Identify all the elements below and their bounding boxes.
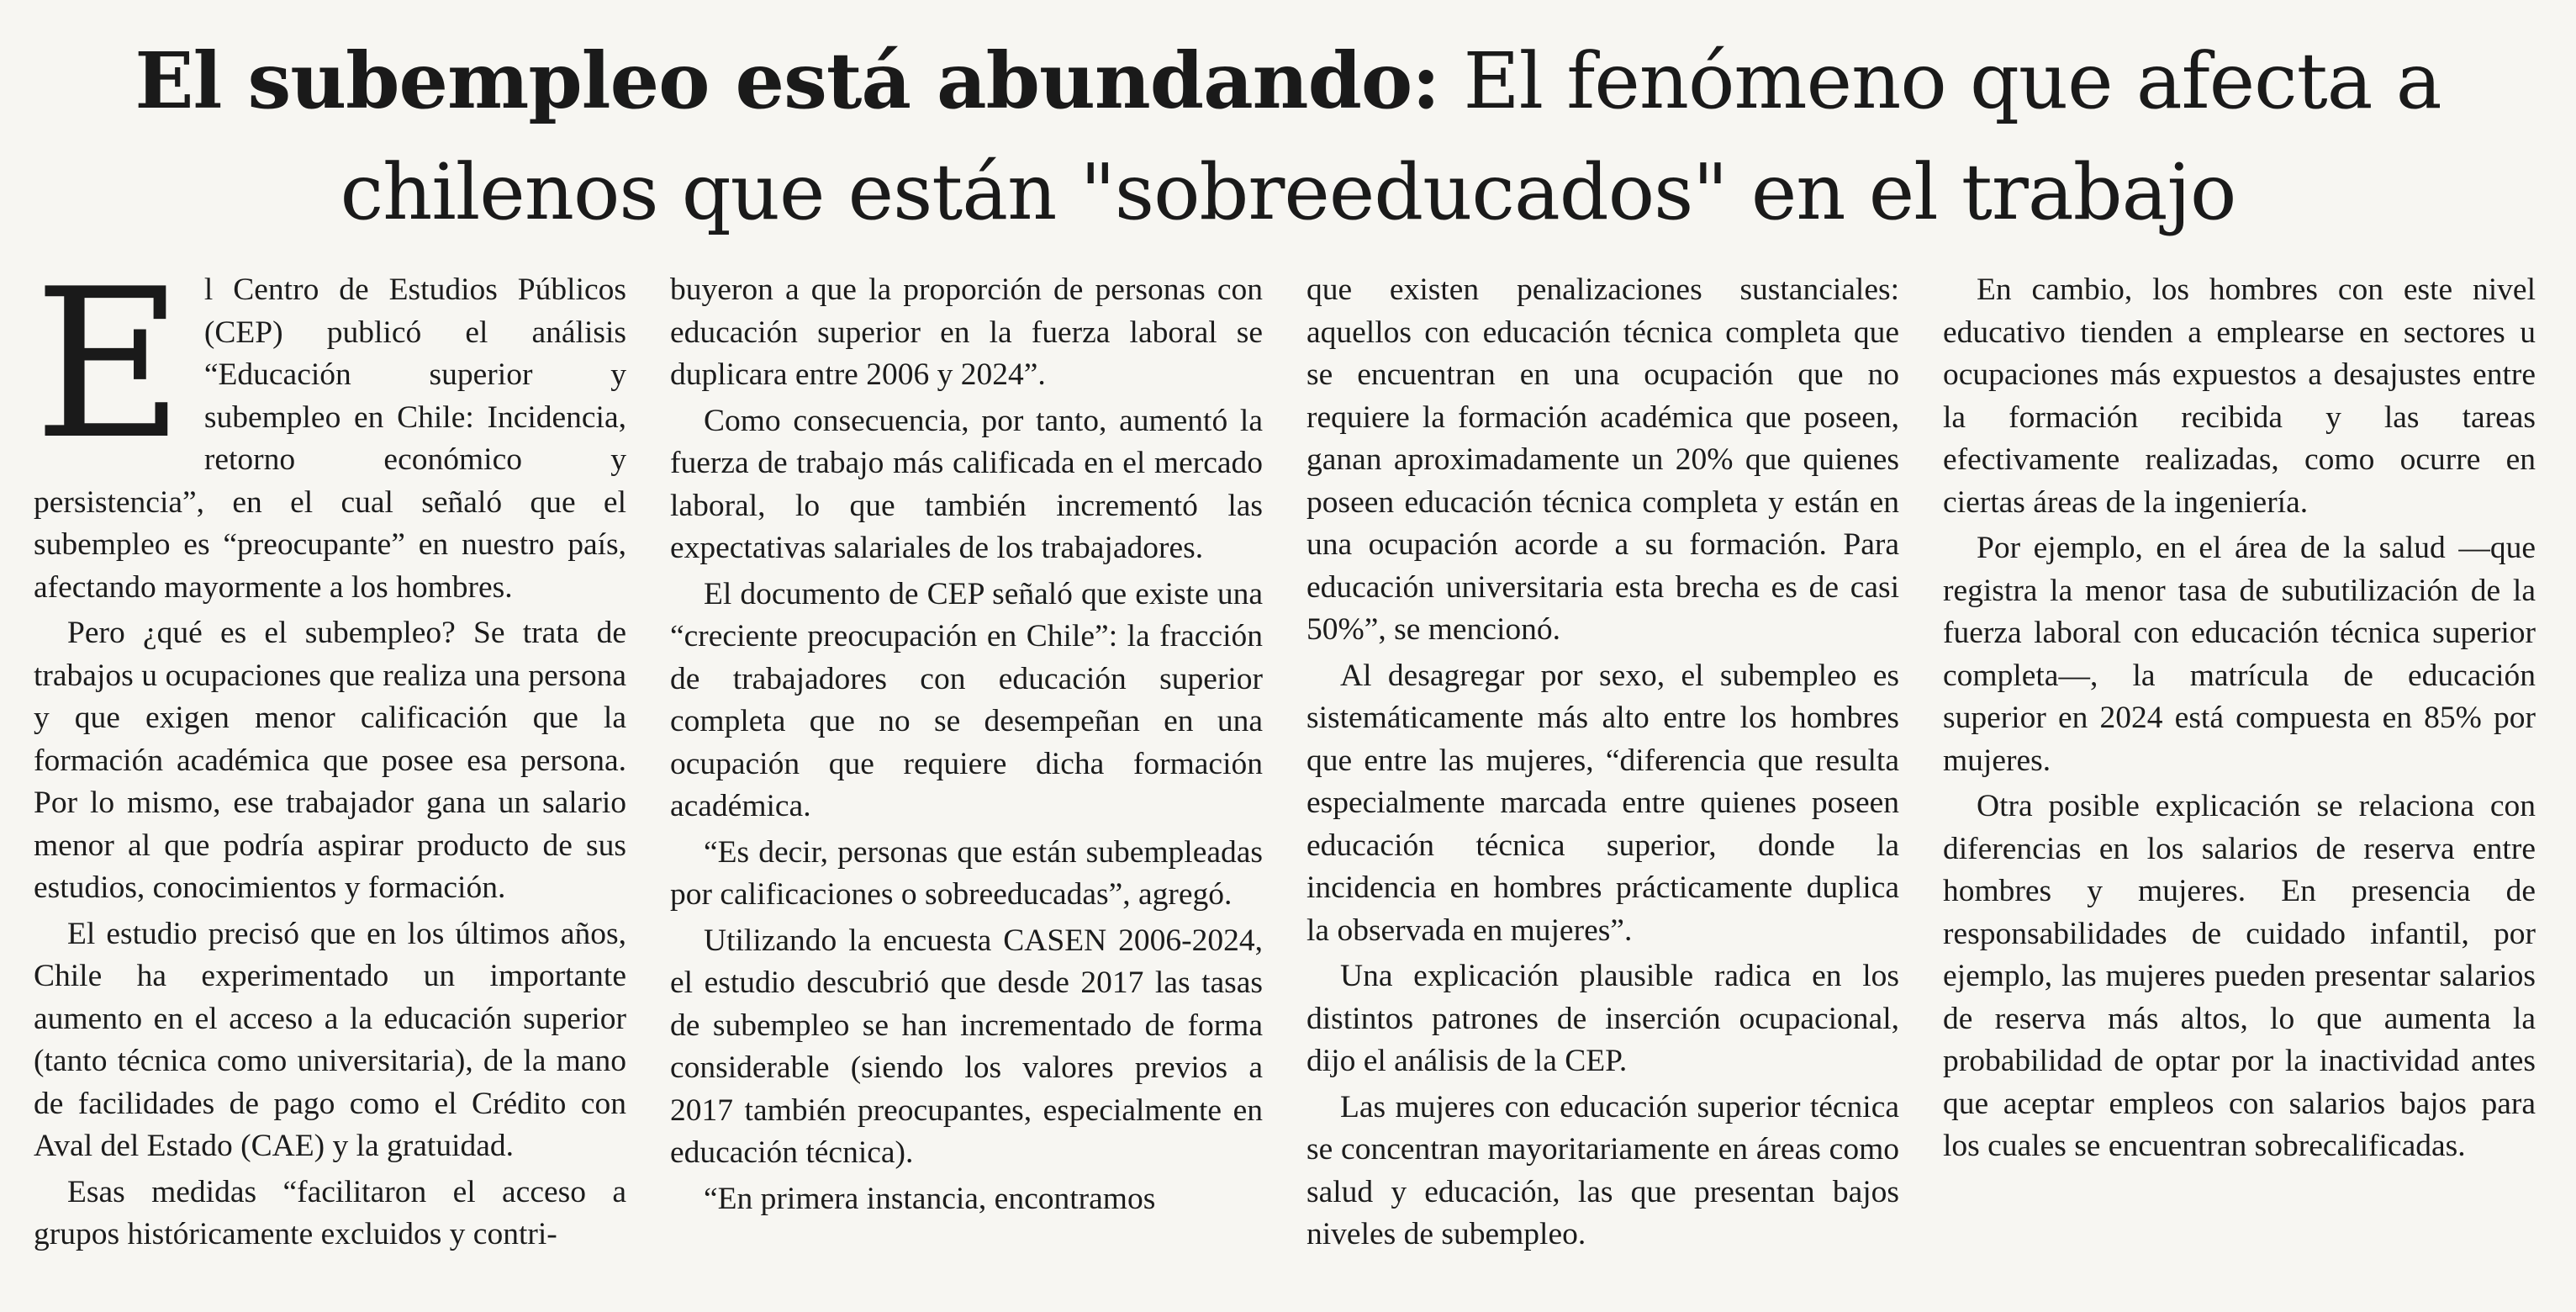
paragraph: El estudio precisó que en los últimos años, Chile ha experimentado un importante aumento en el acceso a la educación superior (tanto técnica como universitaria), de la mano de facilidades de pago como el Crédito con Aval del Estado (CAE) y la gratuidad. (34, 916, 626, 1163)
paragraph: “En primera instancia, encontramos (704, 1181, 1156, 1216)
paragraph: Las mujeres con educación superior técnica se concentran mayoritariamente en áreas como salud y educación, las que presentan bajos niveles de subempleo. (1306, 1089, 1899, 1251)
column-2 (670, 269, 1263, 1304)
headline-lead: El subempleo está abundando: (135, 35, 1440, 126)
paragraph: buyeron a que la proporción de personas con educación superior en la fuerza laboral se duplicara entre 2006 y 2024”. (670, 272, 1263, 392)
headline-rest: El fenómeno que afecta a chilenos que están "sobreeducados" en el trabajo (340, 36, 2441, 237)
paragraph: Utilizando la encuesta CASEN 2006-2024, el estudio descubrió que desde 2017 las tasas de subempleo se han incrementado de forma considerable (siendo los valores previos a 2017 también preocupantes, especialmente en educación técnica). (670, 923, 1263, 1170)
paragraph: l Centro de Estudios Públicos (CEP) publicó el análisis “Educación superior y subempleo en Chile: Incidencia, retorno económico y persistencia”, en el cual señaló que el subempleo es “preocupante” en nuestro país, afectando mayormente a los hombres. (34, 272, 626, 605)
paragraph: Pero ¿qué es el subempleo? Se trata de trabajos u ocupaciones que realiza una persona y que exigen menor calificación que la formación académica que posee esa persona. Por lo mismo, ese trabajador gana un salario menor al que podría aspirar producto de sus estudios, conocimientos y formación. (34, 616, 626, 905)
paragraph: Por ejemplo, en el área de la salud —que registra la menor tasa de subutilización de la fuerza laboral con educación técnica superior completa—, la matrícula de educación superior en 2024 está compuesta en 85% por mujeres. (1943, 531, 2536, 778)
paragraph: Otra posible explicación se relaciona con diferencias en los salarios de reserva entre hombres y mujeres. En presencia de responsabilidades de cuidado infantil, por ejemplo, las mujeres pueden presentar salarios de reserva más altos, lo que aumenta la probabilidad de optar por la inactividad antes que aceptar empleos con salarios bajos para los cuales se encuentran sobrecalificadas. (1943, 789, 2536, 1163)
paragraph: En cambio, los hombres con este nivel educativo tienden a emplearse en sectores u ocupaciones más expuestos a desajustes entre la formación recibida y las tareas efectivamente realizadas, como ocurre en ciertas áreas de la ingeniería. (1943, 272, 2536, 520)
paragraph: “Es decir, personas que están subempleadas por calificaciones o sobreeducadas”, agregó. (670, 834, 1263, 912)
article-body (34, 245, 2536, 1304)
paragraph: Una explicación plausible radica en los distintos patrones de inserción ocupacional, dijo el análisis de la CEP. (1306, 959, 1899, 1078)
paragraph: Esas medidas “facilitaron el acceso a grupos históricamente excluidos y contri- (34, 1174, 626, 1251)
column-1 (34, 245, 626, 1304)
column-3 (1306, 269, 1899, 1304)
paragraph: Al desagregar por sexo, el subempleo es sistemáticamente más alto entre los hombres que entre las mujeres, “diferencia que resulta especialmente marcada entre quienes poseen educación técnica superior, donde la incidencia en hombres prácticamente duplica la observada en mujeres”. (1306, 658, 1899, 948)
paragraph: El documento de CEP señaló que existe una “creciente preocupación en Chile”: la fracción de trabajadores con educación superior completa que no se desempeñan en una ocupación que requiere dicha formación académica. (670, 576, 1263, 823)
paragraph: Como consecuencia, por tanto, aumentó la fuerza de trabajo más calificada en el mercado laboral, lo que también incrementó las expectativas salariales de los trabajadores. (670, 403, 1263, 565)
column-4 (1943, 269, 2536, 1304)
drop-cap: E (34, 245, 184, 484)
paragraph: que existen penalizaciones sustanciales: aquellos con educación técnica completa que se encuentran en una ocupación que no requiere la formación académica que poseen, ganan aproximadamente un 20% que quienes poseen educación técnica completa y están en una ocupación acorde a su formación. Para educación universitaria esta brecha es de casi 50%”, se mencionó. (1306, 272, 1899, 647)
article-headline (34, 25, 2542, 248)
